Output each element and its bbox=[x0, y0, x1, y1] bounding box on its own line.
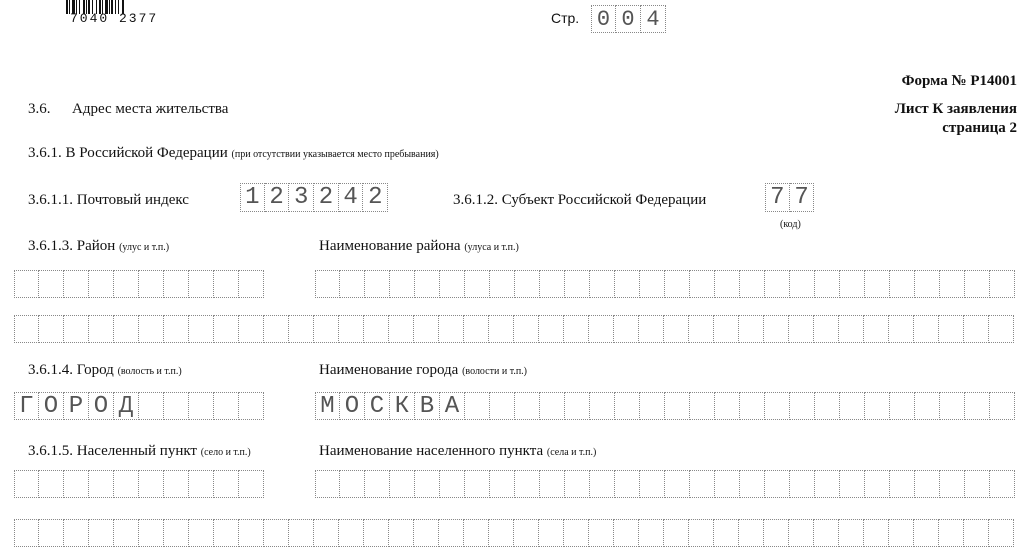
letter-cell bbox=[514, 315, 539, 343]
letter-cell bbox=[390, 270, 415, 298]
letter-cell bbox=[164, 315, 189, 343]
letter-cell bbox=[965, 270, 990, 298]
letter-cell bbox=[189, 470, 214, 498]
district-name-label bbox=[319, 238, 519, 255]
letter-cell: О bbox=[340, 392, 365, 420]
letter-cell bbox=[840, 470, 865, 498]
letter-cell bbox=[64, 270, 89, 298]
settlement-name-field-row2[interactable] bbox=[14, 519, 1014, 547]
letter-cell bbox=[814, 315, 839, 343]
letter-cell bbox=[915, 270, 940, 298]
page-digit-cell: 0 bbox=[616, 5, 641, 33]
letter-cell bbox=[689, 315, 714, 343]
letter-cell bbox=[990, 470, 1015, 498]
sheet-title: Лист К заявления bbox=[894, 101, 1017, 117]
letter-cell bbox=[14, 270, 39, 298]
district-type-field[interactable] bbox=[14, 270, 264, 298]
letter-cell bbox=[340, 470, 365, 498]
letter-cell bbox=[189, 270, 214, 298]
letter-cell: Д bbox=[114, 392, 139, 420]
settlement-label-note: (село и т.п.) bbox=[200, 447, 251, 458]
letter-cell bbox=[565, 470, 590, 498]
letter-cell bbox=[289, 315, 314, 343]
letter-cell bbox=[39, 315, 64, 343]
letter-cell bbox=[315, 270, 340, 298]
letter-cell: О bbox=[39, 392, 64, 420]
letter-cell bbox=[139, 315, 164, 343]
letter-cell bbox=[739, 315, 764, 343]
letter-cell bbox=[815, 470, 840, 498]
letter-cell bbox=[765, 270, 790, 298]
letter-cell bbox=[390, 470, 415, 498]
letter-cell bbox=[314, 519, 339, 547]
letter-cell bbox=[890, 470, 915, 498]
subject-code-field[interactable] bbox=[765, 183, 814, 212]
subject-digit-cell: 7 bbox=[790, 183, 815, 212]
letter-cell bbox=[589, 315, 614, 343]
letter-cell bbox=[690, 392, 715, 420]
letter-cell bbox=[640, 270, 665, 298]
settlement-label-text: 3.6.1.5. Населенный пункт bbox=[28, 443, 197, 459]
letter-cell bbox=[990, 270, 1015, 298]
letter-cell bbox=[740, 270, 765, 298]
letter-cell: Р bbox=[64, 392, 89, 420]
letter-cell bbox=[690, 470, 715, 498]
letter-cell bbox=[639, 315, 664, 343]
letter-cell bbox=[515, 392, 540, 420]
page-digit-cell: 4 bbox=[641, 5, 666, 33]
district-name-label-note: (улуса и т.п.) bbox=[464, 242, 519, 253]
letter-cell bbox=[114, 519, 139, 547]
letter-cell bbox=[940, 470, 965, 498]
letter-cell bbox=[139, 470, 164, 498]
letter-cell bbox=[214, 470, 239, 498]
letter-cell bbox=[139, 519, 164, 547]
letter-cell bbox=[714, 519, 739, 547]
letter-cell: О bbox=[89, 392, 114, 420]
city-label-note: (волость и т.п.) bbox=[117, 366, 182, 377]
letter-cell bbox=[465, 470, 490, 498]
settlement-type-field[interactable] bbox=[14, 470, 264, 498]
letter-cell bbox=[614, 519, 639, 547]
settlement-name-field[interactable] bbox=[315, 470, 1015, 498]
letter-cell bbox=[539, 519, 564, 547]
letter-cell bbox=[515, 470, 540, 498]
letter-cell bbox=[615, 470, 640, 498]
letter-cell bbox=[665, 470, 690, 498]
letter-cell bbox=[715, 470, 740, 498]
letter-cell bbox=[640, 470, 665, 498]
letter-cell bbox=[889, 519, 914, 547]
letter-cell bbox=[789, 315, 814, 343]
letter-cell bbox=[965, 470, 990, 498]
letter-cell bbox=[665, 392, 690, 420]
letter-cell bbox=[64, 470, 89, 498]
letter-cell bbox=[990, 392, 1015, 420]
letter-cell bbox=[664, 519, 689, 547]
letter-cell: М bbox=[315, 392, 340, 420]
letter-cell bbox=[914, 315, 939, 343]
letter-cell bbox=[490, 470, 515, 498]
letter-cell bbox=[690, 270, 715, 298]
letter-cell bbox=[389, 519, 414, 547]
letter-cell bbox=[890, 392, 915, 420]
letter-cell bbox=[214, 519, 239, 547]
letter-cell bbox=[264, 315, 289, 343]
district-name-label-text: Наименование района bbox=[319, 238, 461, 254]
letter-cell bbox=[189, 519, 214, 547]
letter-cell bbox=[765, 470, 790, 498]
letter-cell bbox=[790, 270, 815, 298]
letter-cell bbox=[364, 519, 389, 547]
district-name-field[interactable] bbox=[315, 270, 1015, 298]
letter-cell bbox=[439, 315, 464, 343]
postal-index-label: 3.6.1.1. Почтовый индекс bbox=[28, 192, 189, 208]
subject-digit-cell: 7 bbox=[765, 183, 790, 212]
sheet-page: страница 2 bbox=[942, 120, 1017, 136]
letter-cell bbox=[615, 270, 640, 298]
district-name-field-row2[interactable] bbox=[14, 315, 1014, 343]
letter-cell bbox=[440, 470, 465, 498]
postal-digit-cell: 1 bbox=[240, 183, 265, 212]
letter-cell bbox=[939, 519, 964, 547]
letter-cell bbox=[414, 519, 439, 547]
letter-cell bbox=[740, 392, 765, 420]
letter-cell bbox=[114, 470, 139, 498]
letter-cell bbox=[139, 270, 164, 298]
letter-cell bbox=[764, 315, 789, 343]
letter-cell bbox=[139, 392, 164, 420]
letter-cell bbox=[164, 519, 189, 547]
letter-cell: А bbox=[440, 392, 465, 420]
letter-cell bbox=[164, 270, 189, 298]
letter-cell bbox=[514, 519, 539, 547]
letter-cell bbox=[239, 270, 264, 298]
city-type-field[interactable] bbox=[14, 392, 264, 420]
letter-cell bbox=[565, 270, 590, 298]
letter-cell bbox=[989, 315, 1014, 343]
letter-cell bbox=[365, 470, 390, 498]
letter-cell bbox=[790, 470, 815, 498]
letter-cell bbox=[864, 315, 889, 343]
letter-cell bbox=[239, 519, 264, 547]
letter-cell bbox=[840, 270, 865, 298]
letter-cell bbox=[314, 315, 339, 343]
city-name-field[interactable] bbox=[315, 392, 1015, 420]
letter-cell bbox=[39, 270, 64, 298]
letter-cell bbox=[114, 315, 139, 343]
letter-cell bbox=[940, 270, 965, 298]
letter-cell bbox=[939, 315, 964, 343]
letter-cell bbox=[590, 470, 615, 498]
letter-cell bbox=[539, 315, 564, 343]
letter-cell bbox=[164, 470, 189, 498]
city-label-text: 3.6.1.4. Город bbox=[28, 362, 114, 378]
settlement-name-label-note: (села и т.п.) bbox=[546, 447, 597, 458]
letter-cell bbox=[739, 519, 764, 547]
letter-cell bbox=[989, 519, 1014, 547]
letter-cell bbox=[565, 392, 590, 420]
letter-cell bbox=[440, 270, 465, 298]
letter-cell bbox=[114, 270, 139, 298]
letter-cell bbox=[414, 315, 439, 343]
subsection-title: В Российской Федерации bbox=[65, 145, 228, 161]
letter-cell bbox=[89, 315, 114, 343]
postal-digit-cell: 2 bbox=[265, 183, 290, 212]
letter-cell bbox=[214, 315, 239, 343]
postal-digit-cell: 2 bbox=[363, 183, 388, 212]
letter-cell bbox=[490, 270, 515, 298]
letter-cell bbox=[415, 470, 440, 498]
letter-cell bbox=[889, 315, 914, 343]
city-name-label bbox=[319, 362, 527, 379]
letter-cell bbox=[890, 270, 915, 298]
letter-cell bbox=[64, 519, 89, 547]
letter-cell bbox=[315, 470, 340, 498]
letter-cell bbox=[639, 519, 664, 547]
letter-cell bbox=[814, 519, 839, 547]
district-label-note: (улус и т.п.) bbox=[119, 242, 170, 253]
letter-cell bbox=[89, 519, 114, 547]
page-label: Стр. bbox=[551, 10, 580, 26]
letter-cell bbox=[765, 392, 790, 420]
letter-cell bbox=[614, 315, 639, 343]
letter-cell bbox=[490, 392, 515, 420]
letter-cell bbox=[14, 470, 39, 498]
letter-cell bbox=[740, 470, 765, 498]
letter-cell bbox=[239, 392, 264, 420]
letter-cell: К bbox=[390, 392, 415, 420]
letter-cell bbox=[389, 315, 414, 343]
letter-cell bbox=[164, 392, 189, 420]
letter-cell bbox=[789, 519, 814, 547]
letter-cell bbox=[415, 270, 440, 298]
settlement-name-label-text: Наименование населенного пункта bbox=[319, 443, 544, 459]
letter-cell bbox=[464, 315, 489, 343]
district-label bbox=[28, 238, 169, 255]
letter-cell bbox=[39, 470, 64, 498]
letter-cell bbox=[540, 270, 565, 298]
letter-cell bbox=[189, 315, 214, 343]
letter-cell bbox=[964, 519, 989, 547]
letter-cell bbox=[839, 315, 864, 343]
letter-cell bbox=[465, 270, 490, 298]
letter-cell bbox=[865, 470, 890, 498]
letter-cell bbox=[590, 392, 615, 420]
letter-cell bbox=[14, 519, 39, 547]
letter-cell bbox=[489, 519, 514, 547]
letter-cell bbox=[790, 392, 815, 420]
letter-cell bbox=[214, 392, 239, 420]
letter-cell bbox=[915, 470, 940, 498]
letter-cell: В bbox=[415, 392, 440, 420]
letter-cell bbox=[865, 270, 890, 298]
section-number: 3.6. bbox=[28, 101, 51, 117]
district-label-text: 3.6.1.3. Район bbox=[28, 238, 116, 254]
settlement-name-label bbox=[319, 443, 596, 460]
letter-cell bbox=[89, 270, 114, 298]
letter-cell bbox=[365, 270, 390, 298]
letter-cell bbox=[239, 470, 264, 498]
letter-cell bbox=[64, 315, 89, 343]
settlement-label bbox=[28, 443, 251, 460]
postal-index-field[interactable] bbox=[240, 183, 388, 212]
page-digit-cell: 0 bbox=[591, 5, 616, 33]
letter-cell bbox=[715, 270, 740, 298]
letter-cell bbox=[239, 315, 264, 343]
letter-cell bbox=[965, 392, 990, 420]
letter-cell bbox=[840, 392, 865, 420]
code-note: (код) bbox=[780, 219, 801, 230]
letter-cell bbox=[540, 392, 565, 420]
letter-cell bbox=[339, 315, 364, 343]
letter-cell bbox=[465, 392, 490, 420]
city-label bbox=[28, 362, 182, 379]
form-title: Форма № Р14001 bbox=[901, 73, 1017, 89]
letter-cell bbox=[665, 270, 690, 298]
letter-cell bbox=[89, 470, 114, 498]
subsection-heading bbox=[28, 145, 439, 162]
letter-cell bbox=[189, 392, 214, 420]
letter-cell bbox=[914, 519, 939, 547]
letter-cell bbox=[640, 392, 665, 420]
postal-digit-cell: 2 bbox=[314, 183, 339, 212]
letter-cell bbox=[815, 270, 840, 298]
letter-cell bbox=[364, 315, 389, 343]
letter-cell bbox=[564, 519, 589, 547]
letter-cell bbox=[590, 270, 615, 298]
page-number-cells bbox=[591, 5, 666, 33]
city-name-label-note: (волости и т.п.) bbox=[462, 366, 527, 377]
letter-cell bbox=[264, 519, 289, 547]
postal-digit-cell: 3 bbox=[289, 183, 314, 212]
letter-cell bbox=[865, 392, 890, 420]
letter-cell bbox=[39, 519, 64, 547]
letter-cell bbox=[289, 519, 314, 547]
letter-cell: С bbox=[365, 392, 390, 420]
letter-cell bbox=[940, 392, 965, 420]
letter-cell bbox=[489, 315, 514, 343]
letter-cell bbox=[615, 392, 640, 420]
letter-cell bbox=[864, 519, 889, 547]
letter-cell bbox=[564, 315, 589, 343]
letter-cell bbox=[815, 392, 840, 420]
subject-label: 3.6.1.2. Субъект Российской Федерации bbox=[453, 192, 707, 208]
letter-cell bbox=[14, 315, 39, 343]
letter-cell bbox=[464, 519, 489, 547]
letter-cell bbox=[540, 470, 565, 498]
section-title: Адрес места жительства bbox=[72, 101, 229, 117]
subsection-note: (при отсутствии указывается место пребывания) bbox=[231, 149, 439, 160]
subsection-number: 3.6.1. bbox=[28, 145, 62, 161]
barcode-number: 7040 2377 bbox=[70, 11, 159, 26]
letter-cell bbox=[715, 392, 740, 420]
letter-cell bbox=[714, 315, 739, 343]
letter-cell bbox=[964, 315, 989, 343]
letter-cell bbox=[839, 519, 864, 547]
letter-cell bbox=[915, 392, 940, 420]
letter-cell bbox=[515, 270, 540, 298]
letter-cell bbox=[664, 315, 689, 343]
letter-cell bbox=[764, 519, 789, 547]
city-name-label-text: Наименование города bbox=[319, 362, 459, 378]
postal-digit-cell: 4 bbox=[339, 183, 364, 212]
letter-cell bbox=[339, 519, 364, 547]
letter-cell bbox=[439, 519, 464, 547]
letter-cell bbox=[214, 270, 239, 298]
letter-cell bbox=[589, 519, 614, 547]
letter-cell: Г bbox=[14, 392, 39, 420]
letter-cell bbox=[689, 519, 714, 547]
letter-cell bbox=[340, 270, 365, 298]
